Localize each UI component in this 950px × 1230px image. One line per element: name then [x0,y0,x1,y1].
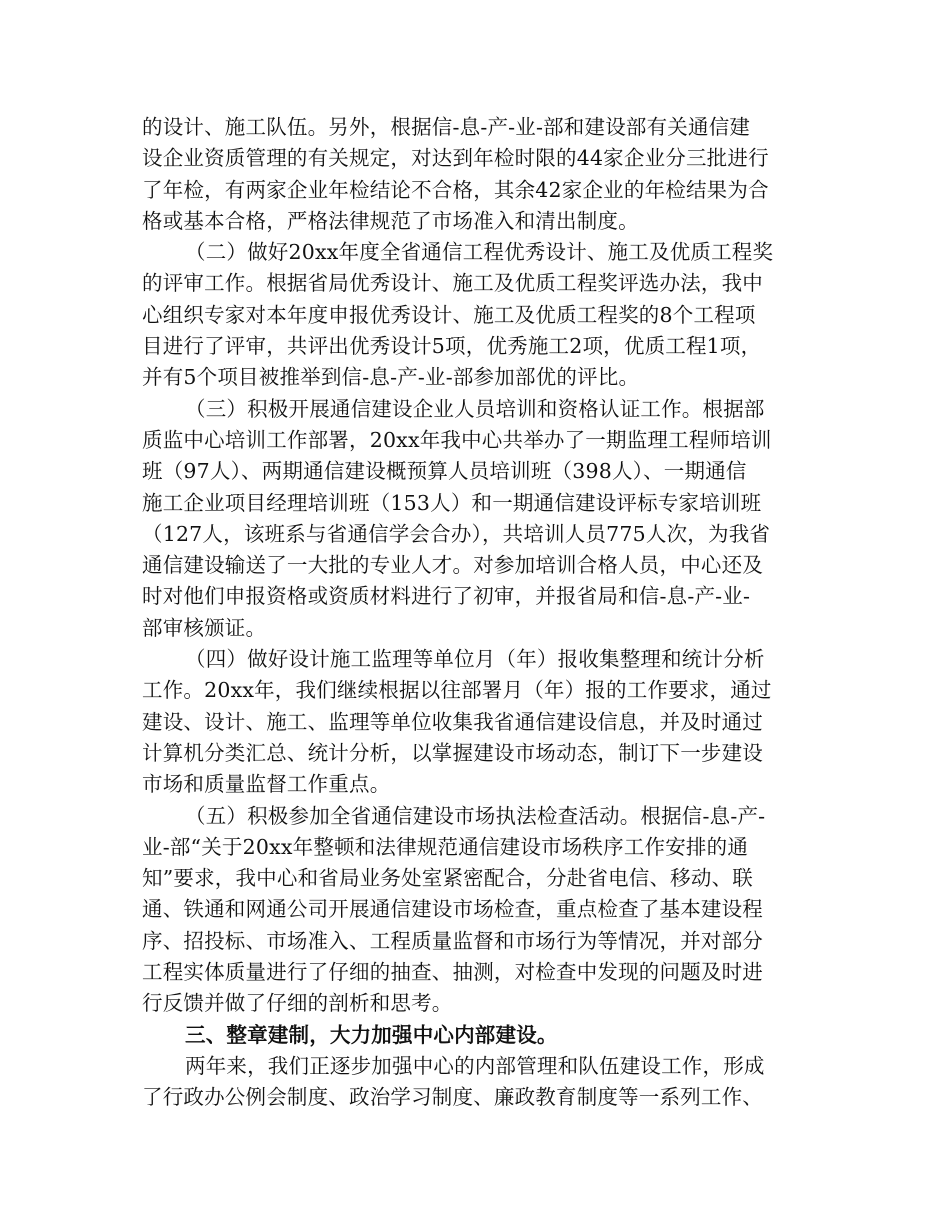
section-heading-line: （三）积极开展通信建设企业人员培训和资格认证工作。根据部 [185,396,765,421]
text-line: 工作。20xx年，我们继续根据以往部署月（年）报的工作要求，通过 [142,678,772,703]
section-heading-line: （五）积极参加全省通信建设市场执法检查活动。根据信-息-产- [185,803,766,828]
chapter-heading: 三、整章建制，大力加强中心内部建设。 [185,1022,558,1047]
text-line: 班（97人）、两期通信建设概预算人员培训班（398人）、一期通信 [142,459,747,484]
text-line: 工程实体质量进行了仔细的抽查、抽测，对检查中发现的问题及时进 [142,960,763,985]
text-line: 了行政办公例会制度、政治学习制度、廉政教育制度等一系列工作、 [142,1085,763,1110]
text-line: 设企业资质管理的有关规定，对达到年检时限的44家企业分三批进行 [142,146,769,171]
text-line: 施工企业项目经理培训班（153人）和一期通信建设评标专家培训班 [142,490,762,515]
text-line: 质监中心培训工作部署，20xx年我中心共举办了一期监理工程师培训 [142,427,772,452]
text-line: 的评审工作。根据省局优秀设计、施工及优质工程奖评选办法，我中 [142,271,763,296]
text-line: 时对他们申报资格或资质材料进行了初审，并报省局和信-息-产-业- [142,584,751,609]
text-line: 通、铁通和网通公司开展通信建设市场检查，重点检查了基本建设程 [142,897,763,922]
text-line: 目进行了评审，共评出优秀设计5项，优秀施工2项，优质工程1项， [142,334,762,359]
text-line: 市场和质量监督工作重点。 [142,772,391,797]
section-heading-line: （四）做好设计施工监理等单位月（年）报收集整理和统计分析 [185,647,765,672]
text-line: 格或基本合格，严格法律规范了市场准入和清出制度。 [142,208,639,233]
text-line: 序、招投标、市场准入、工程质量监督和市场行为等情况，并对部分 [142,928,763,953]
text-line: 计算机分类汇总、统计分析，以掌握建设市场动态，制订下一步建设 [142,740,763,765]
text-line: 通信建设输送了一大批的专业人才。对参加培训合格人员，中心还及 [142,553,763,578]
text-line: 并有5个项目被推举到信-息-产-业-部参加部优的评比。 [142,365,640,390]
text-line: 部审核颁证。 [142,615,267,640]
text-line: 建设、设计、施工、监理等单位收集我省通信建设信息，并及时通过 [142,709,763,734]
text-line: 业-部“关于20xx年整顿和法律规范通信建设市场秩序工作安排的通 [142,834,749,859]
text-line: （127人，该班系与省通信学会合办），共培训人员775人次，为我省 [142,521,771,546]
section-heading-line: （二）做好20xx年度全省通信工程优秀设计、施工及优质工程奖 [185,240,774,265]
text-line: 知”要求，我中心和省局业务处室紧密配合，分赴省电信、移动、联 [142,866,753,891]
text-line: 的设计、施工队伍。另外，根据信-息-产-业-部和建设部有关通信建 [142,115,751,139]
text-line: 两年来，我们正逐步加强中心的内部管理和队伍建设工作，形成 [185,1053,765,1078]
text-line: 心组织专家对本年度申报优秀设计、施工及优质工程奖的8个工程项 [142,302,756,327]
text-line: 了年检，有两家企业年检结论不合格，其余42家企业的年检结果为合 [142,177,769,202]
document-page [142,112,812,1114]
text-line: 行反馈并做了仔细的剖析和思考。 [142,991,453,1016]
